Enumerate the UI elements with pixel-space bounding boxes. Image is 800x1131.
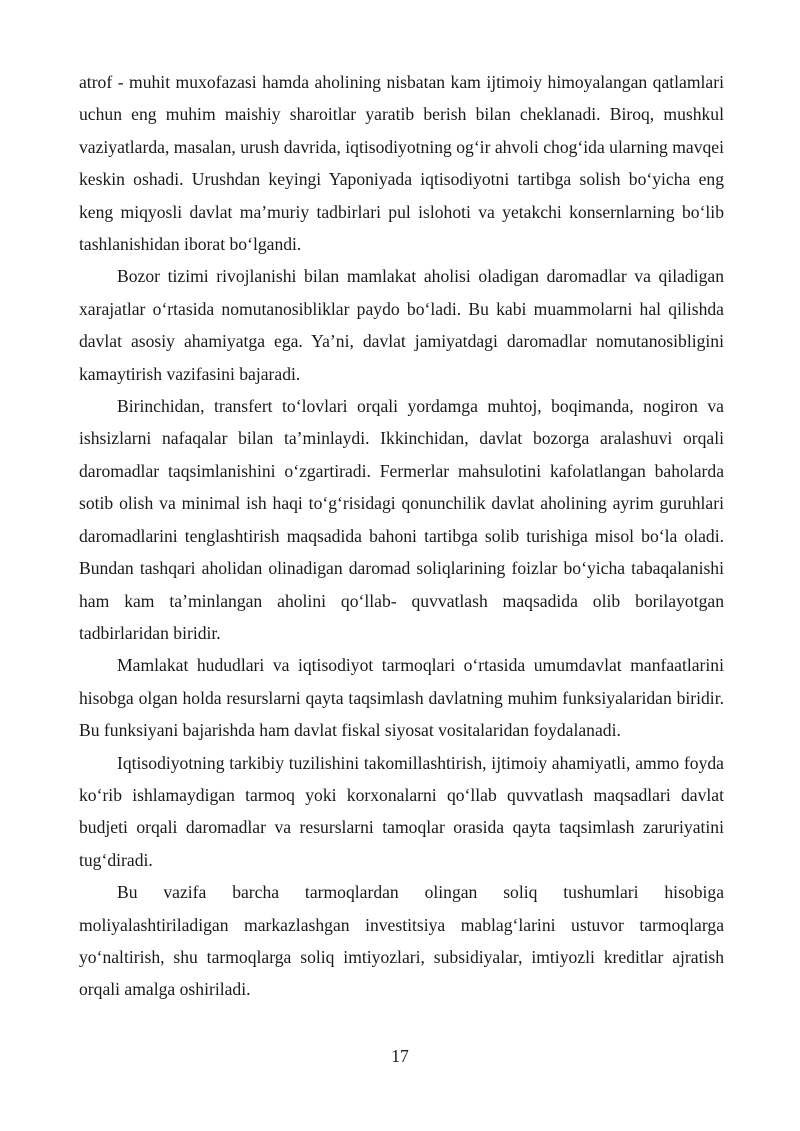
paragraph-4: Mamlakat hududlari va iqtisodiyot tarmoqlari o‘rtasida umumdavlat manfaatlarini hisobga olgan holda resurslarni qayta taqsimlash davlatning muhim funksiyalaridan biridir. Bu funksiyani bajarishda ham davlat fiskal siyosat vositalaridan foydalanadi. [79, 655, 724, 741]
page-number: 17 [391, 1046, 409, 1066]
paragraph-5: Iqtisodiyotning tarkibiy tuzilishini takomillashtirish, ijtimoiy ahamiyatli, ammo foyda ko‘rib ishlamaydigan tarmoq yoki korxonalarni qo‘llab quvvatlash maqsadlari davlat budjeti orqali daromadlar va resurslarni tamoqlar orasida qayta taqsimlash zaruriyatini tug‘diradi. [79, 752, 724, 870]
paragraph-1: atrof - muhit muxofazasi hamda aholining nisbatan kam ijtimoiy himoyalangan qatlamlari uchun eng muhim maishiy sharoitlar yaratib berish bilan cheklanadi. Biroq, mushkul vaziyatlarda, masalan, urush davrida, iqtisodiyotning og‘ir ahvoli chog‘ida ularning mavqei keskin oshadi. Urushdan keyingi Yaponiyada iqtisodiyotni tartibga solish bo‘yicha eng keng miqyosli davlat ma’muriy tadbirlari pul islohoti va yetakchi konsernlarning bo‘lib tashlanishidan iborat bo‘lgandi. [79, 72, 724, 255]
paragraph-3: Birinchidan, transfert to‘lovlari orqali yordamga muhtoj, boqimanda, nogiron va ishsizlarni nafaqalar bilan ta’minlaydi. Ikkinchidan, davlat bozorga aralashuvi orqali daromadlar taqsimlanishini o‘zgartiradi. Fermerlar mahsulotini kafolatlangan baholarda sotib olish va minimal ish haqi to‘g‘risidagi qonunchilik davlat aholining ayrim guruhlari daromadlarini tenglashtirish maqsadida bahoni tartibga solib turishiga misol bo‘la oladi. Bundan tashqari aholidan olinadigan daromad soliqlarining foizlar bo‘yicha tabaqalanishi ham kam ta’minlangan aholini qo‘llab- quvvatlash maqsadida olib borilayotgan tadbirlaridan biridir. [79, 396, 724, 643]
paragraph-6: Bu vazifa barcha tarmoqlardan olingan soliq tushumlari hisobiga moliyalashtiriladigan markazlashgan investitsiya mablag‘larini ustuvor tarmoqlarga yo‘naltirish, shu tarmoqlarga soliq imtiyozlari, subsidiyalar, imtiyozli kreditlar ajratish orqali amalga oshiriladi. [79, 882, 724, 1000]
document-body [79, 66, 724, 1006]
paragraph-2: Bozor tizimi rivojlanishi bilan mamlakat aholisi oladigan daromadlar va qiladigan xarajatlar o‘rtasida nomutanosibliklar paydo bo‘ladi. Bu kabi muammolarni hal qilishda davlat asosiy ahamiyatga ega. Ya’ni, davlat jamiyatdagi daromadlar nomutanosibligini kamaytirish vazifasini bajaradi. [79, 266, 724, 384]
